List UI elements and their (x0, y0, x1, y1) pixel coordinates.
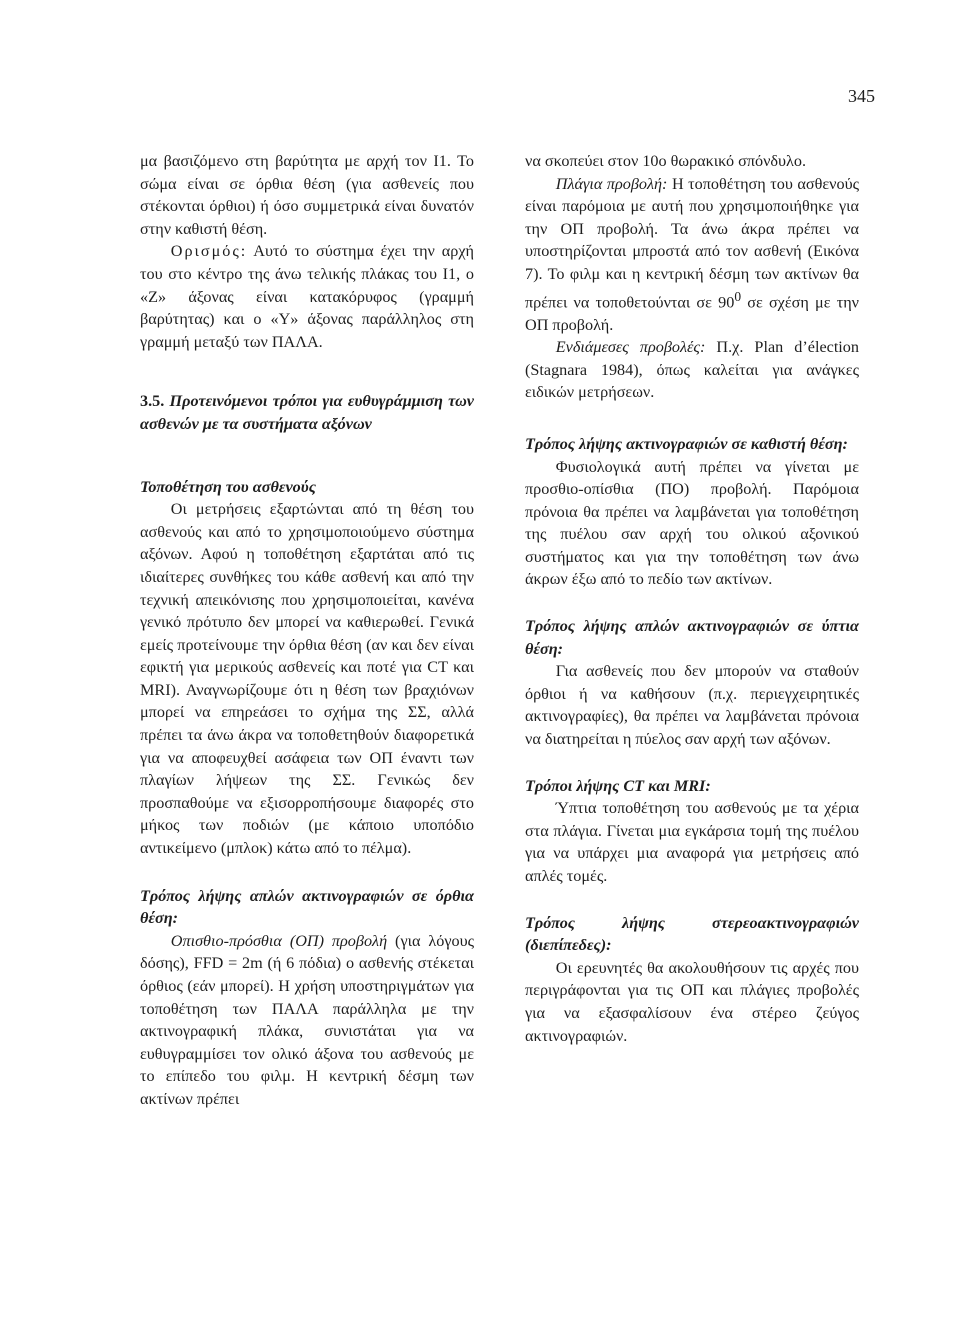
upright-heading: Τρόπος λήψης απλών ακτινογραφιών σε όρθια θέση: (140, 886, 474, 928)
lateral-text: Η τοποθέτηση του ασθενούς είναι παρόμοια με αυτή που χρησιμοποιήθηκε για την ΟΠ προβολή. Τα άνω άκρα πρέπει να υποστηρίζονται μπροστά από τον ασθενή (Εικόνα 7). Το φιλμ και η κεντρική δέσμη των ακτίνων θα πρέπει να τοποθετούνται σε 90 (525, 174, 859, 311)
section-number: 3.5. (140, 392, 165, 411)
seated-paragraph: Φυσιολογικά αυτή πρέπει να γίνεται με προσθιο-οπίσθια (ΠΟ) προβολή. Παρόμοια πρόνοια θα πρέπει να λαμβάνεται για τοποθέτηση της πυέλου σαν αρχή του ολικού αξονικού συστήματος και για την τοποθέτηση των άνω άκρων έξω από το πεδίο των ακτίνων. (525, 457, 859, 589)
right-column (525, 150, 859, 1047)
lateral-term: Πλάγια προβολή: (555, 174, 668, 193)
ct-mri-heading: Τρόποι λήψης CT και MRI: (525, 776, 711, 795)
lateral-paragraph (525, 173, 859, 337)
intermediate-term: Ενδιάμεσες προβολές: (555, 338, 706, 357)
ap-projection-paragraph (140, 930, 474, 1111)
ap-projection-term: Οπισθιο-πρόσθια (ΟΠ) προβολή (170, 931, 388, 950)
intermediate-text: Π.χ. Plan d’élection (Stagnara 1984), όπως καλείται για ανάγκες ειδικών μετρήσεων. (525, 338, 859, 402)
continuation-paragraph: να σκοπεύει στον 10ο θωρακικό σπόνδυλο. (525, 152, 807, 170)
section-title: Προτεινόμενοι τρόποι για ευθυγράμμιση των ασθενών με τα συστήματα αξόνων (140, 392, 474, 433)
intro-paragraph: μα βασιζόμενο στη βαρύτητα με αρχή τον Ι1. Το σώμα είναι σε όρθια θέση (για ασθενείς που στέκονται όρθιοι) ή όσο συμμετρικά είναι δυνατόν στην καθιστή θέση. (140, 152, 474, 238)
stereo-heading: Τρόπος λήψης στερεοακτινογραφιών (διεπίπεδες): (525, 913, 859, 955)
definition-text: Αυτό το σύστημα έχει την αρχή του στο κέντρο της άνω τελικής πλάκας του Ι1, ο «Ζ» άξονας είναι κατακόρυφος (γραμμή βαρύτητας) και ο «Υ» άξονας παράλληλος στη γραμμή μεταξύ των ΠΑΛΑ. (140, 242, 474, 351)
definition-term: Ορισμός: (170, 242, 248, 261)
placement-paragraph: Οι μετρήσεις εξαρτώνται από τη θέση του ασθενούς και από το χρησιμοποιούμενο σύστημα αξόνων. Αφού η τοποθέτηση εξαρτάται από τις ιδιαίτερες συνθήκες του κάθε ασθενή και από την τεχνική απεικόνισης που χρησιμοποιείται, κανένα γενικό πρότυπο δεν μπορεί να καθιερωθεί. Γενικά εμείς προτείνουμε την όρθια θέση (αν και δεν είναι εφικτή για μερικούς ασθενείς και ποτέ για CT και MRI). Αναγνωρίζουμε ότι η θέση των βραχιόνων μπορεί να επηρεάσει το σχήμα της ΣΣ, αλλά πρέπει τα άνω άκρα να τοποθετηθούν διαφορετικά για να αποφευχθεί ασάφεια των ΟΠ έναντι των πλαγίων λήψεων της ΣΣ. Γενικώς δεν προσπαθούμε να εξισορροπήσουμε διαφορές στο μήκος των ποδιών (με κάποιο υποπόδιο αντικείμενο (μπλοκ) κάτω από το πέλμα). (140, 500, 474, 858)
seated-heading: Τρόπος λήψης ακτινογραφιών σε καθιστή θέση: (525, 434, 848, 453)
left-column (140, 150, 474, 1111)
page-number: 345 (848, 86, 875, 106)
supine-paragraph: Για ασθενείς που δεν μπορούν να σταθούν όρθιοι ή να καθήσουν (π.χ. περιεγχειρητικές ακτινογραφίες), θα πρέπει να λαμβάνεται πρόνοια να διατηρείται η πύελος σαν αρχή των αξόνων. (525, 662, 859, 749)
stereo-paragraph: Οι ερευνητές θα ακολουθήσουν τις αρχές που περιγράφονται για τις ΟΠ και πλάγιες προβολές για να εξασφαλίσουν ένα στέρεο ζεύγος ακτινογραφιών. (525, 958, 859, 1045)
degree-superscript: 0 (734, 288, 742, 304)
ap-projection-text: (για λόγους δόσης), FFD = 2m (ή 6 πόδια) ο ασθενής στέκεται όρθιος (εάν μπορεί). Η χρήση υποστηριγμάτων για τοποθέτηση των ΠΑΛΑ παράλληλα με την ακτινογραφική πλάκα, συνιστάται για να ευθυγραμμίσει τον ολικό άξονα του ασθενούς με το επίπεδο του φιλμ. Η κεντρική δέσμη των ακτίνων πρέπει (140, 931, 474, 1108)
ct-mri-paragraph: Ύπτια τοποθέτηση του ασθενούς με τα χέρια στα πλάγια. Γίνεται μια εγκάρσια τομή της πυέλου για να υπάρχει μια αναφορά για μετρήσεις από απλές τομές. (525, 799, 859, 886)
supine-heading: Τρόπος λήψης απλών ακτινογραφιών σε ύπτια θέση: (525, 617, 859, 658)
section-heading (140, 390, 474, 435)
lateral-text-end: σε σχέση με την ΟΠ προβολή. (525, 292, 859, 334)
placement-heading: Τοποθέτηση του ασθενούς (140, 477, 316, 496)
definition-paragraph (140, 240, 474, 353)
intermediate-paragraph (525, 336, 859, 404)
